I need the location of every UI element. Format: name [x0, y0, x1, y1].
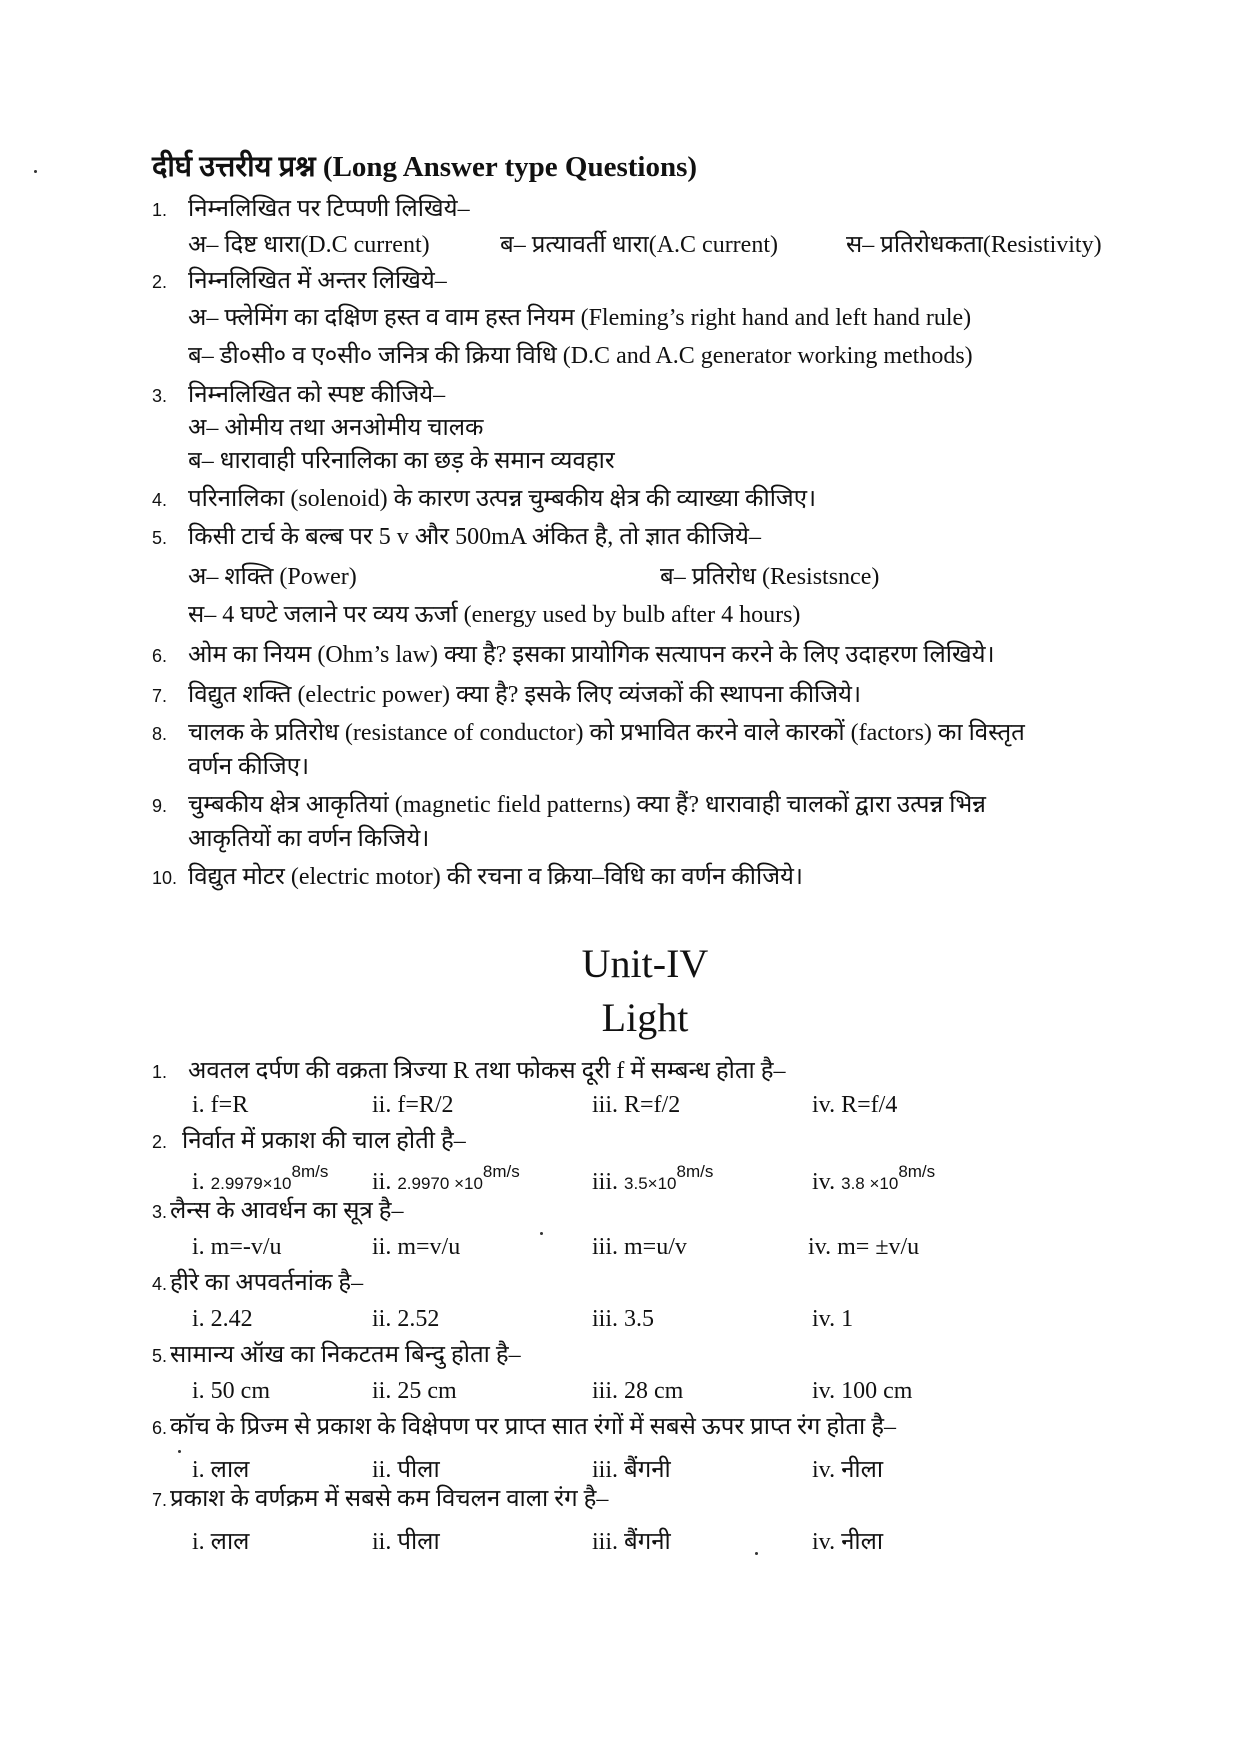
question-number: 3.	[152, 386, 168, 406]
question-number: 6.	[152, 646, 168, 666]
mcq-question: हीरे का अपवर्तनांक है–	[170, 1270, 364, 1296]
sub-item-c: स– प्रतिरोधकता(Resistivity)	[846, 232, 1102, 258]
mcq-option: iv. m= ±v/u	[808, 1234, 920, 1260]
mcq-option: iii. m=u/v	[592, 1234, 687, 1260]
unit-subheading: Light	[601, 995, 689, 1040]
mcq-option: iii. 3.5	[592, 1306, 655, 1332]
mcq-number: 6.	[152, 1418, 168, 1438]
mcq-option: iii. R=f/2	[592, 1092, 681, 1118]
sub-item-c: स– 4 घण्टे जलाने पर व्यय ऊर्जा (energy used by bulb after 4 hours)	[188, 602, 801, 628]
question-text-continued: आकृतियों का वर्णन किजिये।	[188, 826, 430, 852]
mcq-number: 3.	[152, 1202, 168, 1222]
mcq-option: iii. बैंगनी	[592, 1529, 671, 1555]
sub-item-b: ब– प्रतिरोध (Resistsnce)	[660, 564, 880, 590]
mcq-number: 5.	[152, 1346, 168, 1366]
mcq-option: iii. 28 cm	[592, 1378, 684, 1404]
sub-item-a: अ– फ्लेमिंग का दक्षिण हस्त व वाम हस्त नियम (Fleming’s right hand and left hand rule)	[188, 305, 972, 331]
question-text: ओम का नियम (Ohm’s law) क्या है? इसका प्रायोगिक सत्यापन करने के लिए उदाहरण लिखिये।	[188, 642, 995, 668]
sub-item-b: ब– डी०सी० व ए०सी० जनित्र की क्रिया विधि (D.C and A.C generator working methods)	[188, 343, 973, 369]
question-number: 5.	[152, 528, 168, 548]
mcq-question: कॉच के प्रिज्म से प्रकाश के विक्षेपण पर प्राप्त सात रंगों में सबसे ऊपर प्राप्त रंग होता है–	[170, 1414, 897, 1440]
question-number: 9.	[152, 796, 168, 816]
question-text: परिनालिका (solenoid) के कारण उत्पन्न चुम्बकीय क्षेत्र की व्याख्या कीजिए।	[188, 486, 817, 512]
question-text: निम्नलिखित पर टिप्पणी लिखिये–	[188, 196, 470, 222]
question-text: चुम्बकीय क्षेत्र आकृतियां (magnetic field patterns) क्या हैं? धारावाही चालकों द्वारा उत्पन्न भिन्न	[188, 792, 986, 818]
question-number: 7.	[152, 686, 168, 706]
sub-item-a: अ– दिष्ट धारा(D.C current)	[188, 232, 430, 258]
mcq-option: ii. 25 cm	[372, 1378, 457, 1404]
mcq-option: ii. m=v/u	[372, 1234, 461, 1260]
mcq-question: निर्वात में प्रकाश की चाल होती है–	[182, 1128, 466, 1154]
question-number: 1.	[152, 200, 168, 220]
mcq-option: ii. पीला	[372, 1529, 440, 1555]
mcq-question: लैन्स के आवर्धन का सूत्र है–	[170, 1198, 404, 1224]
question-number: 4.	[152, 490, 168, 510]
sub-item-a: अ– ओमीय तथा अनओमीय चालक	[188, 415, 484, 441]
question-text-continued: वर्णन कीजिए।	[188, 754, 310, 780]
mcq-question: सामान्य ऑख का निकटतम बिन्दु होता है–	[170, 1342, 521, 1368]
mcq-option: iv. $3.8 \times 10^{8m/s}$	[812, 1162, 936, 1195]
mcq-option: ii. f=R/2	[372, 1092, 454, 1118]
mcq-option: ii. पीला	[372, 1457, 440, 1483]
mcq-option: iv. नीला	[812, 1457, 884, 1483]
scan-speck	[34, 170, 37, 173]
mcq-option: ii. $2.9970 \times 10^{8m/s}$	[372, 1162, 520, 1195]
mcq-option: i. $2.9979\times 10^{8m/s}$	[192, 1162, 329, 1195]
mcq-number: 2.	[152, 1132, 168, 1152]
mcq-option: i. लाल	[192, 1457, 250, 1483]
mcq-question: प्रकाश के वर्णक्रम में सबसे कम विचलन वाला रंग है–	[170, 1486, 609, 1512]
mcq-option: i. लाल	[192, 1529, 250, 1555]
question-text: चालक के प्रतिरोध (resistance of conductor) को प्रभावित करने वाले कारकों (factors) का विस्तृत	[188, 720, 1025, 746]
mcq-option: i. f=R	[192, 1092, 249, 1118]
question-text: किसी टार्च के बल्ब पर 5 v और 500mA अंकित है, तो ज्ञात कीजिये–	[188, 524, 761, 550]
sub-item-b: ब– प्रत्यावर्ती धारा(A.C current)	[500, 232, 778, 258]
question-text: निम्नलिखित में अन्तर लिखिये–	[188, 268, 447, 294]
mcq-option: iv. 100 cm	[812, 1378, 913, 1404]
sub-item-b: ब– धारावाही परिनालिका का छड़ के समान व्यवहार	[188, 448, 615, 474]
mcq-number: 4.	[152, 1274, 168, 1294]
mcq-option: i. 50 cm	[192, 1378, 270, 1404]
mcq-option: iii. $3.5\times 10^{8m/s}$	[592, 1162, 714, 1195]
scan-speck	[540, 1232, 543, 1235]
mcq-option: iii. बैंगनी	[592, 1457, 671, 1483]
mcq-option: i. 2.42	[192, 1306, 253, 1332]
mcq-number: 1.	[152, 1062, 168, 1082]
question-text: विद्युत शक्ति (electric power) क्या है? इसके लिए व्यंजकों की स्थापना कीजिये।	[188, 682, 862, 708]
mcq-option: i. m=-v/u	[192, 1234, 282, 1260]
mcq-option: iv. 1	[812, 1306, 854, 1332]
mcq-option: iv. R=f/4	[812, 1092, 898, 1118]
question-number: 2.	[152, 272, 168, 292]
question-text: विद्युत मोटर (electric motor) की रचना व क्रिया–विधि का वर्णन कीजिये।	[188, 864, 804, 890]
question-number: 8.	[152, 724, 168, 744]
mcq-option: ii. 2.52	[372, 1306, 440, 1332]
sub-item-a: अ– शक्ति (Power)	[188, 564, 357, 590]
scan-speck	[755, 1552, 758, 1555]
question-text: निम्नलिखित को स्पष्ट कीजिये–	[188, 382, 446, 408]
scan-speck	[178, 1450, 181, 1453]
mcq-option: iv. नीला	[812, 1529, 884, 1555]
unit-heading: Unit-IV	[581, 941, 709, 986]
section-title: दीर्घ उत्तरीय प्रश्न (Long Answer type Questions)	[152, 151, 698, 183]
mcq-number: 7.	[152, 1490, 168, 1510]
mcq-question: अवतल दर्पण की वक्रता त्रिज्या R तथा फोकस दूरी f में सम्बन्ध होता है–	[188, 1058, 786, 1084]
question-number: 10.	[152, 868, 178, 888]
